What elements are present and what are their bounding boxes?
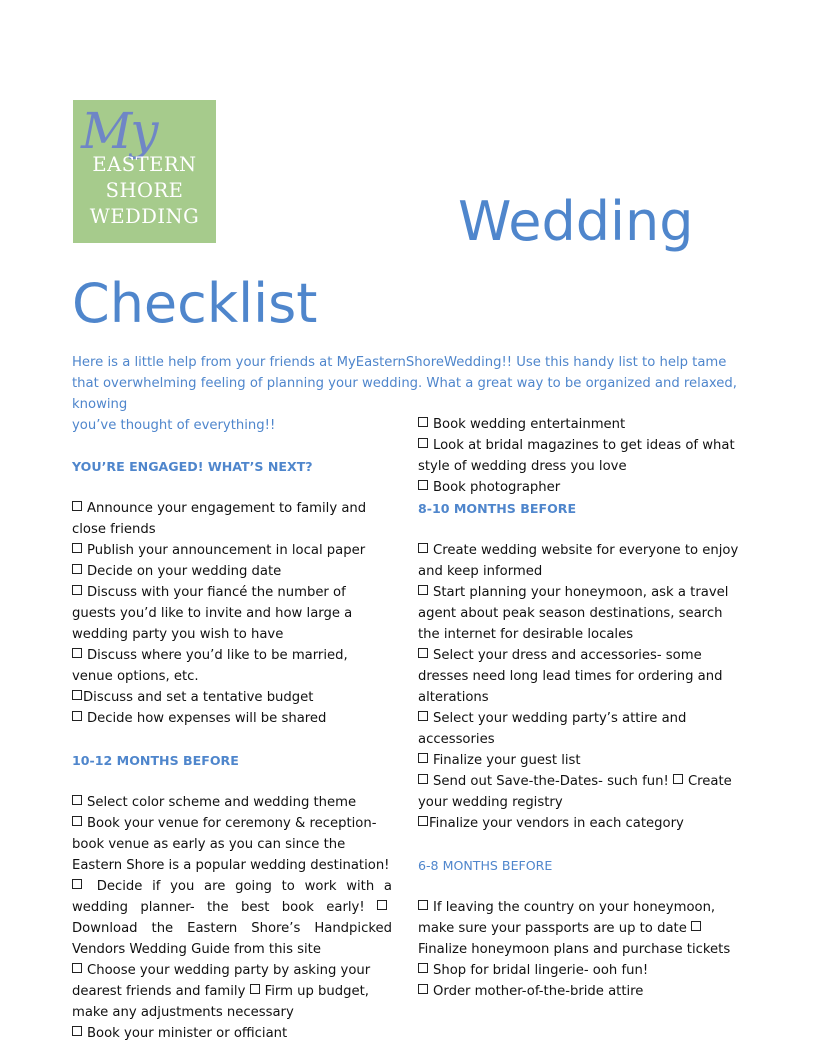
checklist-item: Decide on your wedding date — [72, 561, 392, 582]
checklist-item: Book photographer — [418, 477, 743, 498]
checkbox[interactable] — [72, 816, 82, 826]
checklist-item: Select your dress and accessories- some dresses need long lead times for ordering and alterations — [418, 648, 723, 705]
checklist-item: Finalize your guest list — [418, 750, 743, 771]
section-heading-engaged: YOU’RE ENGAGED! WHAT’S NEXT? — [72, 459, 313, 474]
column-right — [418, 414, 743, 1002]
checklist-item: Announce your engagement to family and close friends — [72, 501, 367, 537]
checklist-item: Select your wedding party’s attire and accessories — [418, 711, 687, 747]
checklist-item: Publish your announcement in local paper — [72, 540, 392, 561]
checklist-item: Select color scheme and wedding theme — [72, 792, 392, 813]
checklist-item: Shop for bridal lingerie- ooh fun! — [418, 960, 743, 981]
checklist-item: Book wedding entertainment — [418, 414, 743, 435]
checkbox[interactable] — [418, 543, 428, 553]
checkbox[interactable] — [418, 984, 428, 994]
checkbox[interactable] — [691, 921, 701, 931]
checkbox[interactable] — [418, 963, 428, 973]
checklist-item: Choose your wedding party by asking your dearest friends and family Firm up budget, make any adjustments necessary — [72, 963, 371, 1020]
checkbox[interactable] — [418, 816, 428, 826]
section-heading-8-10: 8-10 MONTHS BEFORE — [418, 501, 577, 516]
checklist-item: Decide how expenses will be shared — [72, 708, 392, 729]
checkbox[interactable] — [377, 900, 387, 910]
checkbox[interactable] — [72, 501, 82, 511]
checkbox[interactable] — [72, 564, 82, 574]
title-wedding: Wedding — [458, 190, 694, 253]
checklist-item: Create wedding website for everyone to enjoy and keep informed — [418, 543, 739, 579]
checkbox[interactable] — [72, 795, 82, 805]
checkbox[interactable] — [418, 900, 428, 910]
logo-script: My — [81, 102, 157, 160]
checklist-item: Finalize your vendors in each category — [418, 813, 743, 834]
checkbox[interactable] — [72, 648, 82, 658]
checkbox[interactable] — [418, 774, 428, 784]
column-left — [72, 456, 392, 1044]
logo — [73, 100, 216, 243]
checklist-item: Order mother-of-the-bride attire — [418, 981, 743, 1002]
checkbox[interactable] — [72, 711, 82, 721]
checkbox[interactable] — [72, 543, 82, 553]
checkbox[interactable] — [418, 438, 428, 448]
checklist-item: Start planning your honeymoon, ask a travel agent about peak season destinations, search the internet for desirable locales — [418, 585, 729, 642]
section-heading-6-8: 6-8 MONTHS BEFORE — [418, 858, 553, 873]
checkbox[interactable] — [418, 480, 428, 490]
checkbox[interactable] — [72, 879, 82, 889]
checkbox[interactable] — [250, 984, 260, 994]
checkbox[interactable] — [72, 585, 82, 595]
checkbox[interactable] — [72, 1026, 82, 1036]
checklist-item: Book your minister or officiant — [72, 1023, 392, 1044]
title-checklist: Checklist — [72, 272, 318, 335]
logo-line-1: EASTERN — [92, 153, 197, 176]
intro-line-2: you’ve thought of everything!! — [72, 418, 276, 433]
checkbox[interactable] — [673, 774, 683, 784]
checkbox[interactable] — [418, 585, 428, 595]
checkbox[interactable] — [418, 648, 428, 658]
logo-line-2: SHORE — [105, 179, 184, 202]
checkbox[interactable] — [72, 963, 82, 973]
checkbox[interactable] — [418, 417, 428, 427]
intro-line-1: Here is a little help from your friends at MyEasternShoreWedding!! Use this handy list to help tame that overwhelming feeling of planning your wedding. What a great way to be organized and relaxed, knowing — [72, 355, 737, 412]
checklist-item: Decide if you are going to work with a wedding planner- the best book early! Download the Eastern Shore’s Handpicked Vendors Wedding Guide from this site — [72, 879, 392, 957]
checklist-item: Send out Save-the-Dates- such fun! Create your wedding registry — [418, 774, 732, 810]
checklist-item: If leaving the country on your honeymoon, make sure your passports are up to date Finalize honeymoon plans and purchase tickets — [418, 900, 731, 957]
checkbox[interactable] — [418, 711, 428, 721]
checklist-item: Discuss and set a tentative budget — [72, 687, 392, 708]
checklist-item: Look at bridal magazines to get ideas of what style of wedding dress you love — [418, 438, 735, 474]
checkbox[interactable] — [72, 690, 82, 700]
checkbox[interactable] — [418, 753, 428, 763]
checklist-item: Discuss where you’d like to be married, venue options, etc. — [72, 648, 348, 684]
section-heading-10-12: 10-12 MONTHS BEFORE — [72, 753, 239, 768]
checklist-item: Discuss with your fiancé the number of guests you’d like to invite and how large a wedding party you wish to have — [72, 585, 353, 642]
checklist-item: Book your venue for ceremony & reception- book venue as early as you can since the Eastern Shore is a popular wedding destination! — [72, 816, 390, 873]
logo-line-3: WEDDING — [89, 205, 200, 228]
